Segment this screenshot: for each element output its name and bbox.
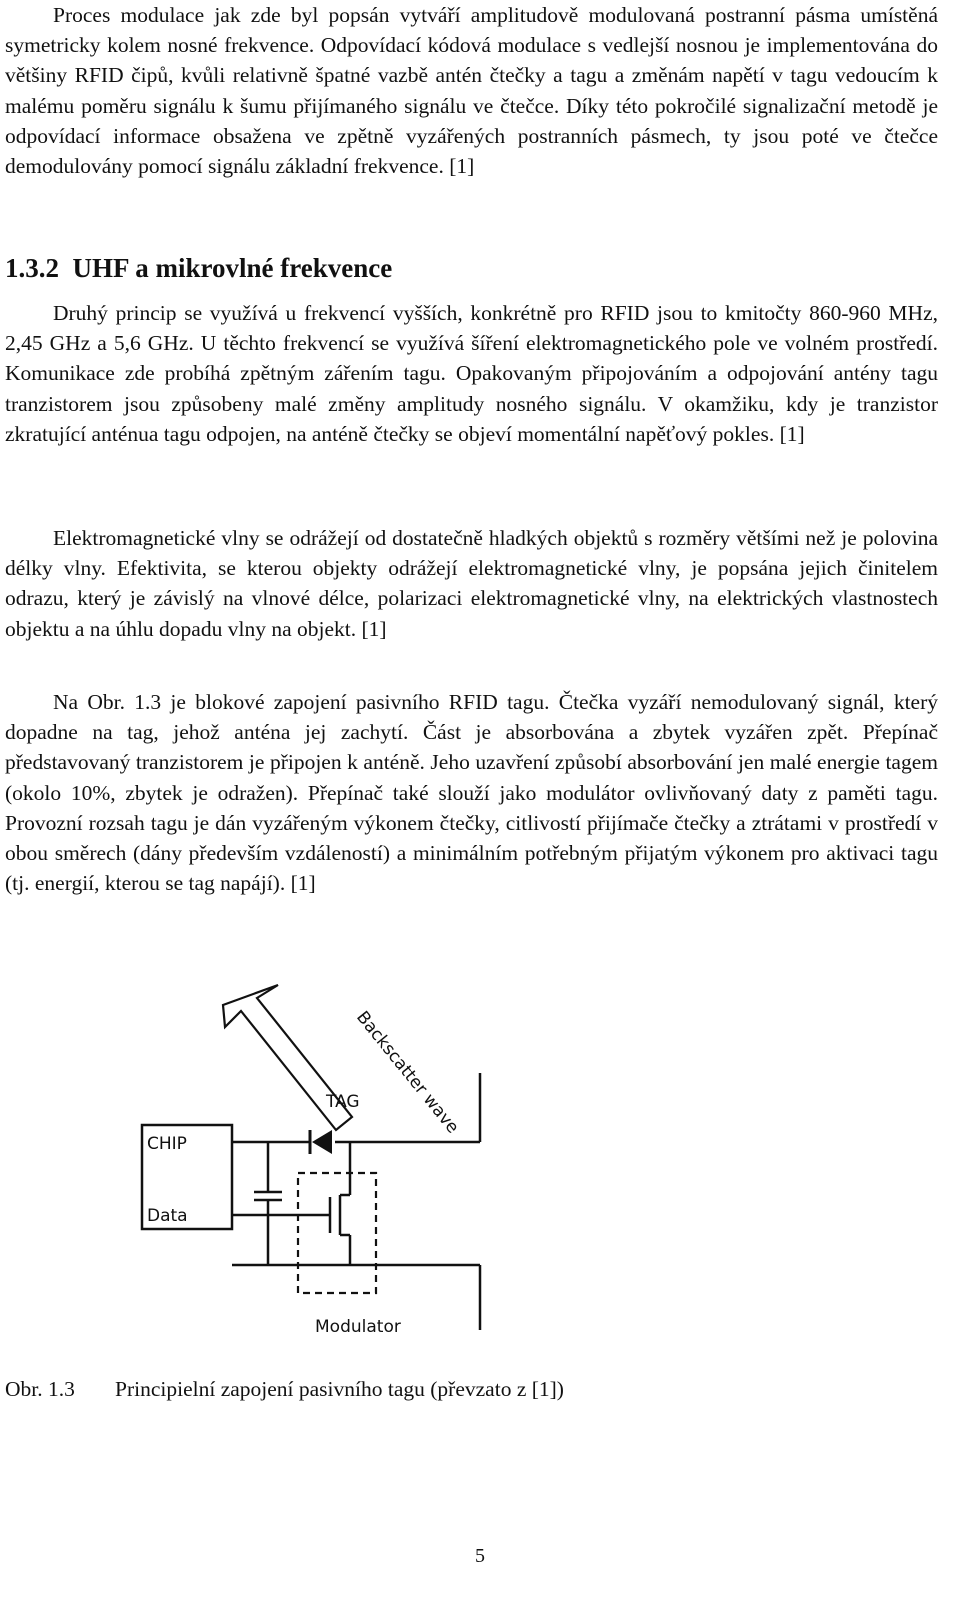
caption-number: Obr. 1.3 [5,1377,75,1401]
diode-icon [310,1130,332,1154]
section-title: UHF a mikrovlné frekvence [72,253,393,283]
figure-caption [5,1376,564,1402]
paragraph-em-reflection: Elektromagnetické vlny se odrážejí od dostatečně hladkých objektů s rozměry většími než je polovina délky vlny. Efektivita, se kterou objekty odrážejí elektromagnetické vlny, je popsána jejich činitelem odrazu, který je závislý na vlnové délce, polarizaci elektromagnetické vlny, na elektrických vlastnostech objektu a na úhlu dopadu vlny na objekt. [1] [5,526,938,641]
chip-label: CHIP [147,1134,187,1154]
page-number: 5 [475,1545,485,1567]
modulator-box [298,1173,376,1293]
section-heading [5,252,392,284]
capacitor-icon [254,1192,282,1200]
caption-text: Principielní zapojení pasivního tagu (převzato z [1]) [115,1377,564,1401]
data-label: Data [147,1206,188,1226]
paragraph-passive-tag: Na Obr. 1.3 je blokové zapojení pasivního RFID tagu. Čtečka vyzáří nemodulovaný signál, který dopadne na tag, jehož anténa jej zachytí. Část je absorbována a zbytek vyzářen zpět. Přepínač představovaný tranzistorem je připojen k anténě. Jeho uzavření způsobí absorbování jen malé energie tagem (okolo 10%, zbytek je odražen). Přepínač také slouží jako modulátor ovlivňovaný daty z paměti tagu. Provozní rozsah tagu je dán vyzářeným výkonem čtečky, citlivostí přijímače čtečky a ztrátami v prostředí v obou směrech (dány především vzdáleností) a minimálním potřebným přijatým výkonem pro aktivaci tagu (tj. energií, kterou se tag napájí). [1] [5,690,938,896]
section-number: 1.3.2 [5,253,59,283]
paragraph-uhf-principle: Druhý princip se využívá u frekvencí vyšších, konkrétně pro RFID jsou to kmitočty 860-960 MHz, 2,45 GHz a 5,6 GHz. U těchto frekvencí se využívá šíření elektromagnetického pole ve volném prostředí. Komunikace zde probíhá zpětným zářením tagu. Opakovaným připojováním a odpojování antény tagu tranzistorem jsou způsobeny malé změny amplitudy nosného signálu. V okamžiku, kdy je tranzistor zkratující anténua tagu odpojen, na anténě čtečky se objeví momentální napěťový pokles. [1] [5,301,938,446]
paragraph-modulation: Proces modulace jak zde byl popsán vytváří amplitudově modulovaná postranní pásma umístěná symetricky kolem nosné frekvence. Odpovídací kódová modulace s vedlejší nosnou je implementována do většiny RFID čipů, kvůli relativně špatné vazbě antén čtečky a tagu a změnám napětí v tagu vedoucím k malému poměru signálu k šumu přijímaného signálu ve čtečce. Díky této pokročilé signalizační metodě je odpovídací informace obsažena ve zpětně vyzářených postranních pásmech, ty jsou poté ve čtečce demodulovány pomocí signálu základní frekvence. [1] [5,3,938,179]
backscatter-label: Backscatter wave [352,1007,463,1138]
passive-tag-schematic [100,975,500,1345]
tag-label: TAG [326,1092,360,1112]
modulator-label: Modulator [315,1317,401,1337]
